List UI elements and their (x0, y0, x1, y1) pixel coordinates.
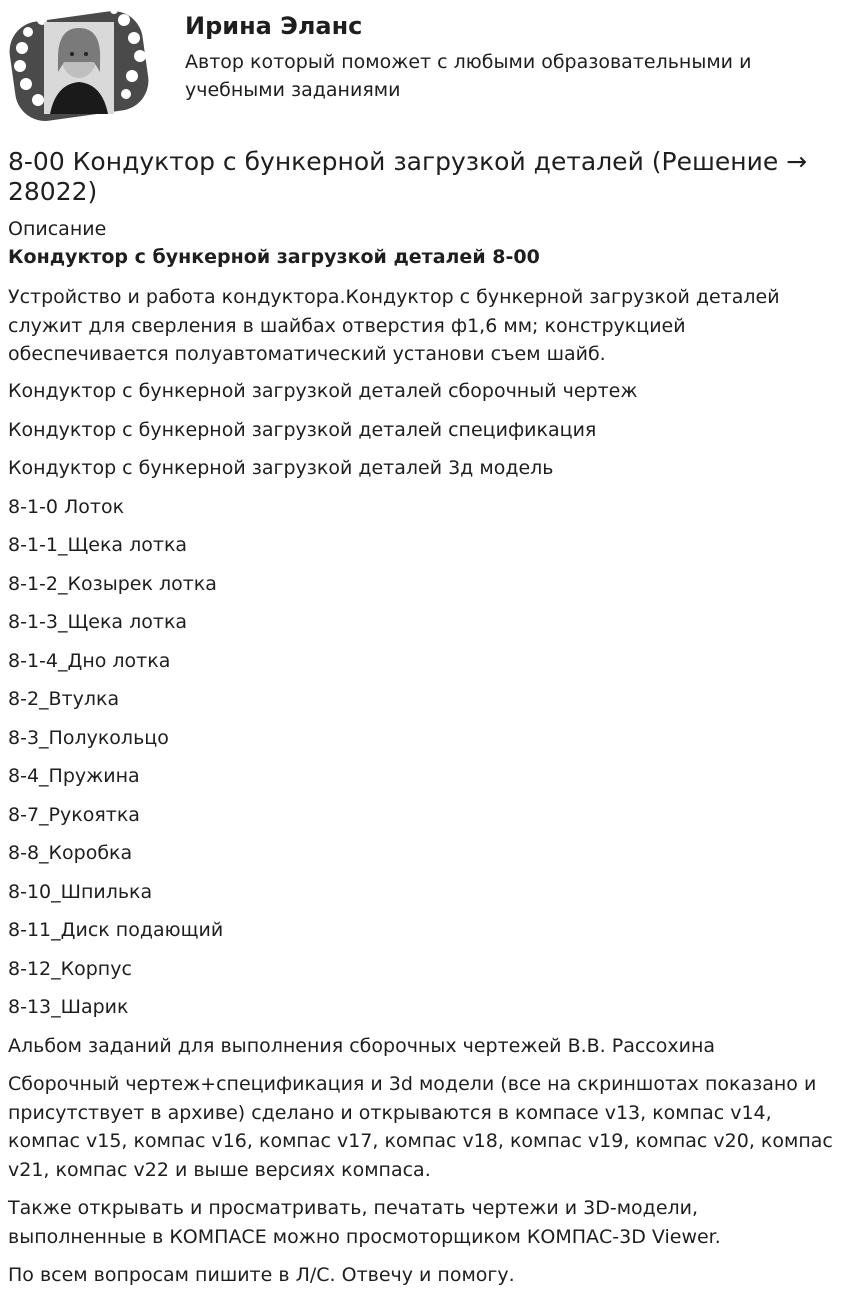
list-item: 8-3_Полукольцо (8, 727, 169, 749)
list-item: 8-10_Шпилька (8, 881, 153, 903)
list-item: 8-13_Шарик (8, 996, 129, 1018)
list-item: 8-11_Диск подающий (8, 919, 224, 941)
list-item: Альбом заданий для выполнения сборочных чертежей В.В. Рассохина (8, 1035, 716, 1057)
author-avatar[interactable] (6, 6, 152, 126)
list-item: 8-1-1_Щека лотка (8, 534, 188, 556)
list-item: Кондуктор с бункерной загрузкой деталей спецификация (8, 419, 597, 441)
work-title: 8-00 Кондуктор с бункерной загрузкой деталей (Решение → 28022) (8, 147, 808, 206)
author-name[interactable]: Ирина Эланс (185, 12, 363, 40)
list-item: 8-7_Рукоятка (8, 804, 140, 826)
section-label-description: Описание (8, 218, 107, 240)
list-item: 8-2_Втулка (8, 688, 120, 710)
viewer-paragraph: Также открывать и просматривать, печатать чертежи и 3D-модели, выполненные в КОМПАСЕ можно просмоторщиком КОМПАС-3D Viewer. (8, 1197, 721, 1248)
list-item: 8-1-2_Козырек лотка (8, 573, 217, 595)
list-item: 8-1-0 Лоток (8, 496, 125, 518)
list-item: 8-1-3_Щека лотка (8, 611, 188, 633)
contact-paragraph: По всем вопросам пишите в Л/С. Отвечу и помогу. (8, 1264, 515, 1286)
intro-paragraph: Устройство и работа кондуктора.Кондуктор с бункерной загрузкой деталей служит для сверления в шайбах отверстия ф1,6 мм; конструкцией обеспечивается полуавтоматический установи съем шайб. (8, 286, 780, 366)
list-item: 8-8_Коробка (8, 842, 133, 864)
list-item: Кондуктор с бункерной загрузкой деталей сборочный чертеж (8, 380, 638, 402)
compatibility-paragraph: Сборочный чертеж+спецификация и 3d модели (все на скриншотах показано и присутствует в архиве) сделано и открываются в компасе v13, компас v14, компас v15, компас v16, компас v17, компас v18, компас v19, компас v20, компас v21, компас v22 и выше версиях компаса. (8, 1073, 833, 1182)
list-item: 8-12_Корпус (8, 958, 132, 980)
author-header (0, 0, 847, 140)
list-item: 8-1-4_Дно лотка (8, 650, 171, 672)
list-item: Кондуктор с бункерной загрузкой деталей 3д модель (8, 457, 554, 479)
author-bio: Автор который поможет с любыми образовательными и учебными заданиями (185, 51, 752, 101)
description-heading: Кондуктор с бункерной загрузкой деталей 8-00 (8, 246, 540, 268)
list-item: 8-4_Пружина (8, 765, 140, 787)
